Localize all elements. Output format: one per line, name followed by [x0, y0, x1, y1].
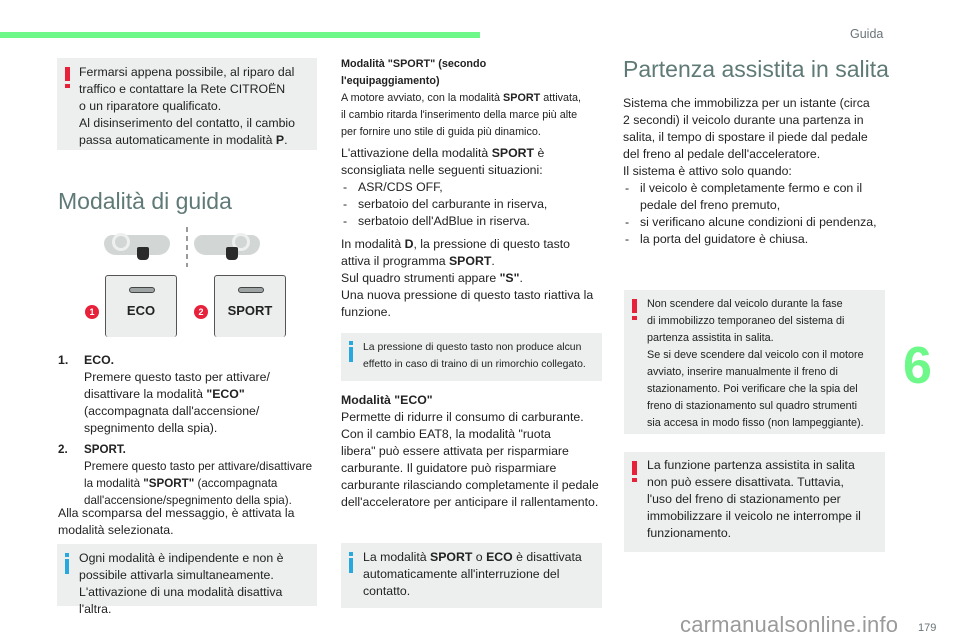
mode-buttons-illustration: [80, 225, 300, 335]
list-item: - serbatoio dell'AdBlue in riserva.: [341, 213, 606, 230]
active-conditions-list: [623, 180, 885, 248]
steering-wheel-icon: [112, 233, 130, 251]
list-item: - il veicolo è completamente fermo e con il pedale del freno premuto,: [623, 180, 885, 214]
numbered-list: [58, 352, 328, 509]
warning-line: Al disinserimento del contatto, il cambio: [79, 116, 295, 130]
list-item: - si verificano alcune condizioni di pendenza,: [623, 214, 885, 231]
indicator-led-icon: [129, 287, 155, 293]
heading-hill-start-assist: Partenza assistita in salita: [623, 56, 889, 82]
hill-start-intro: Sistema che immobilizza per un istante (circa 2 secondi) il veicolo durante una partenza in salita, il tempo di spostare il piede dal pedale del freno al pedale dell'acceleratore. Il sistema è attivo solo quando: - il veicolo è completamente fermo e con il pedale del freno premuto, - si verificano alcune condizioni di pendenza, - la porta del guidatore è chiusa.: [623, 95, 893, 248]
warning-line: Fermarsi appena possibile, al riparo dal: [79, 65, 295, 79]
separator-line: [186, 227, 188, 267]
warning-box-cannot-disable: La funzione partenza assistita in salita non può essere disattivata. Tuttavia, l'uso del freno di stazionamento per immobilizzare il veicolo ne interrompe il funzionamento.: [624, 452, 885, 552]
after-message-paragraph: Alla scomparsa del messaggio, è attivata la modalità selezionata.: [58, 506, 295, 537]
callout-badge-1: 1: [85, 305, 99, 319]
list-item-eco: 1. ECO. Premere questo tasto per attivare/ disattivare la modalità "ECO" (accompagnata dall'accensione/ spegnimento della spia).: [58, 353, 270, 435]
chapter-accent-bar: [0, 32, 480, 38]
eco-button: ECO: [105, 275, 177, 337]
heading-driving-modes: Modalità di guida: [58, 188, 232, 214]
sport-button: SPORT: [214, 275, 286, 337]
warning-line: passa automaticamente in modalità P.: [79, 133, 288, 147]
info-box-trailer: La pressione di questo tasto non produce alcun effetto in caso di traino di un rimorchio collegato.: [341, 333, 602, 381]
eco-mode-section: Modalità "ECO" Permette di ridurre il consumo di carburante. Con il cambio EAT8, la modalità "ruota libera" può essere attivata per risparmiare carburante. Il guidatore può risparmiare carburante rilasciando completamente il pedale dell'acceleratore per anticipare il rallentamento.: [341, 393, 599, 509]
list-item: - ASR/CDS OFF,: [341, 179, 606, 196]
info-box-ignition: La modalità SPORT o ECO è disattivata automaticamente all'interruzione del contatto.: [341, 543, 602, 608]
sport-not-recommended: L'attivazione della modalità SPORT è sconsigliata nelle seguenti situazioni: - ASR/CDS OFF, - serbatoio del carburante in riserva, - serbatoio dell'AdBlue in riserva.: [341, 145, 606, 230]
warning-exclamation-icon: [632, 299, 637, 313]
button-location-icon: [226, 247, 238, 260]
info-box-independent: Ogni modalità è indipendente e non è possibile attivarla simultaneamente. L'attivazione di una modalità disattiva l'altra.: [57, 544, 317, 606]
button-location-icon: [137, 247, 149, 260]
list-item: - la porta del guidatore è chiusa.: [623, 231, 885, 248]
warning-box-top: [57, 58, 317, 150]
list-item: - serbatoio del carburante in riserva,: [341, 196, 606, 213]
info-icon: [349, 558, 353, 573]
sport-mode-section: Modalità "SPORT" (secondo l'equipaggiamento) A motore avviato, con la modalità SPORT attivata, il cambio ritarda l'inserimento della marce più alte per fornire uno stile di guida più dinamico.: [341, 58, 582, 138]
info-icon: [65, 559, 69, 574]
watermark: carmanualsonline.info: [680, 612, 899, 637]
warning-exclamation-icon: [65, 67, 70, 81]
info-icon: [349, 347, 353, 362]
warning-line: traffico e contattare la Rete CITROËN: [79, 82, 286, 96]
not-recommended-list: [341, 179, 606, 230]
chapter-number: 6: [903, 337, 932, 395]
section-name: Guida: [850, 27, 884, 41]
warning-box-do-not-exit: Non scendere dal veicolo durante la fase di immobilizzo temporaneo del sistema di partenza assistita in salita. Se si deve scendere dal veicolo con il motore avviato, inserire manualmente il freno di stazionamento. Poi verificare che la spia del freno di stazionamento sul quadro strumenti sia accesa in modo fisso (non lampeggiante).: [624, 290, 885, 434]
page-number: 179: [918, 622, 937, 634]
list-item-sport: 2. SPORT. Premere questo tasto per attivare/disattivare la modalità "SPORT" (accompagnata dall'accensione/spegnimento della spia).: [58, 443, 313, 507]
warning-line: o un riparatore qualificato.: [79, 99, 222, 113]
warning-exclamation-icon: [632, 461, 637, 475]
d-mode-paragraph: In modalità D, la pressione di questo tasto attiva il programma SPORT. Sul quadro strumenti appare "S". Una nuova pressione di questo tasto riattiva la funzione.: [341, 237, 594, 319]
indicator-led-icon: [238, 287, 264, 293]
callout-badge-2: 2: [194, 305, 208, 319]
